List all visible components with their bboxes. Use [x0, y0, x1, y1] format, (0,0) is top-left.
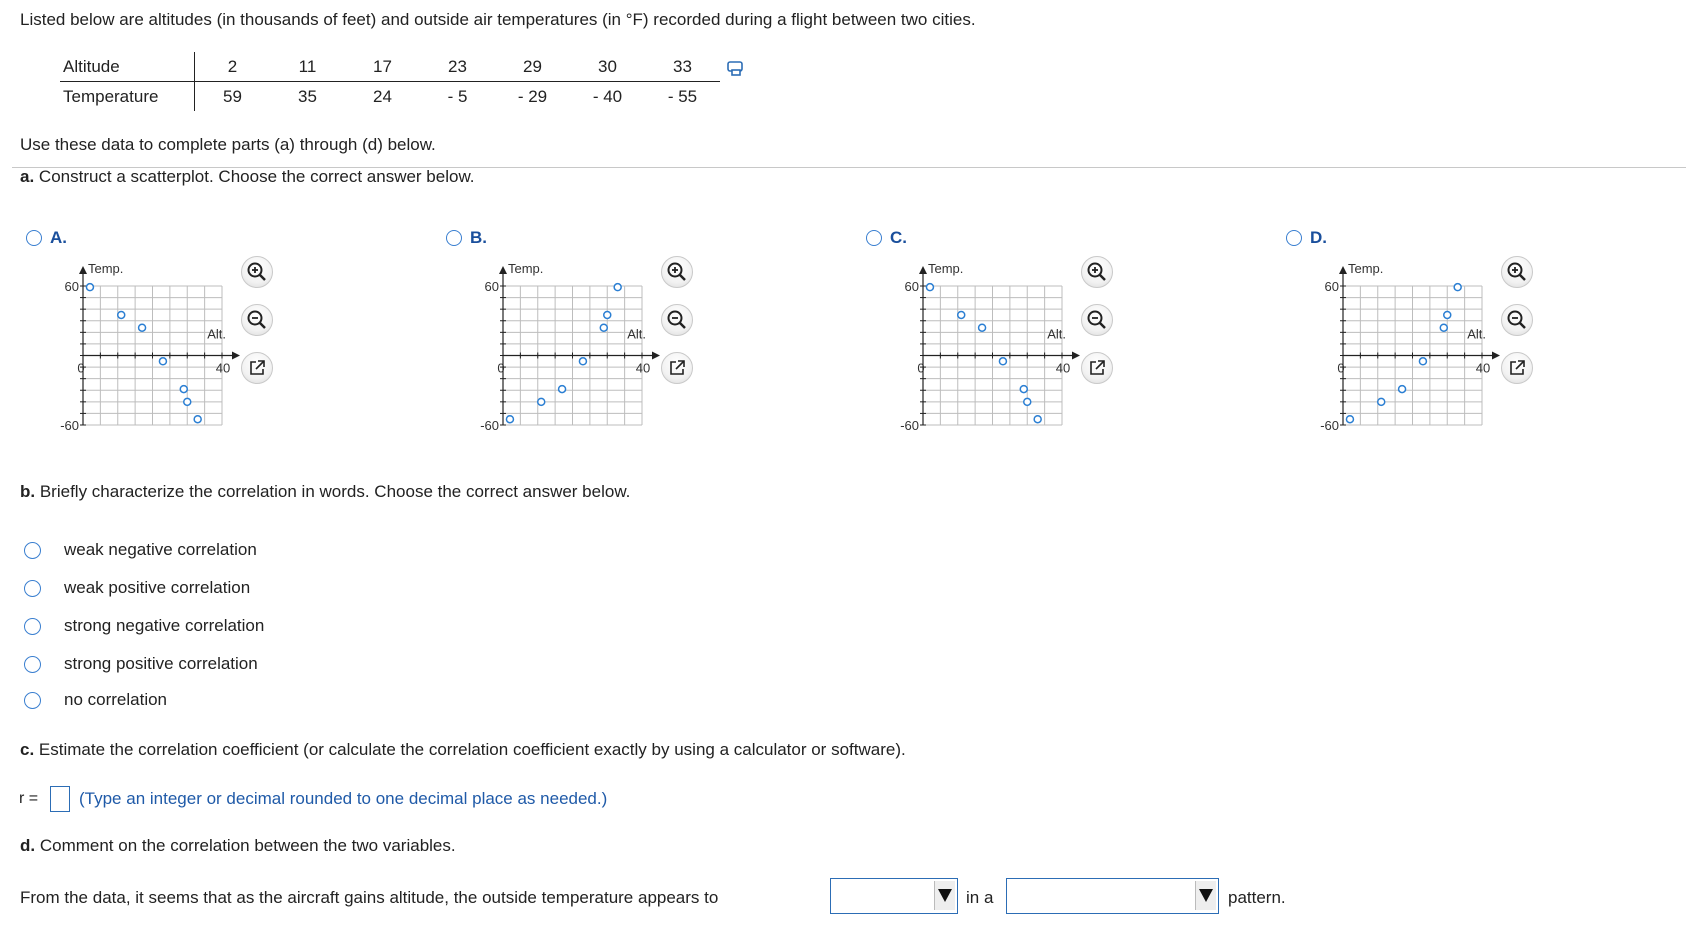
radio-button[interactable]: [24, 542, 41, 559]
y-tick-label-min: -60: [480, 418, 499, 433]
sentence-start: From the data, it seems that as the aircraft gains altitude, the outside temperature appears to: [20, 888, 719, 907]
radio-button[interactable]: [26, 230, 42, 246]
part-b-heading: [20, 482, 630, 502]
y-axis-arrow: [499, 266, 507, 274]
part-b-prefix: b.: [20, 482, 36, 501]
choice-weak-positive[interactable]: [24, 578, 250, 598]
x-tick-label-min: 0: [77, 360, 85, 376]
y-tick-label-max: 60: [904, 279, 919, 294]
table-cell: 11: [270, 52, 345, 82]
data-point: [579, 358, 586, 365]
y-tick-label-min: -60: [1320, 418, 1339, 433]
zoom-out-icon[interactable]: [1501, 304, 1533, 336]
zoom-in-icon[interactable]: [241, 256, 273, 288]
data-point: [604, 311, 611, 318]
y-axis-label: Temp.: [1348, 261, 1384, 276]
data-point: [1378, 398, 1385, 405]
data-point: [1444, 311, 1451, 318]
choice-label: strong positive correlation: [64, 654, 258, 673]
table-cell: - 40: [592, 86, 623, 106]
x-axis-label: Alt.: [207, 326, 226, 342]
radio-button[interactable]: [1286, 230, 1302, 246]
x-tick-label-min: 0: [1337, 360, 1345, 376]
radio-button[interactable]: [24, 692, 41, 709]
sentence-middle: in a: [966, 888, 994, 907]
data-table: [60, 52, 720, 111]
y-axis-label: Temp.: [88, 261, 124, 276]
data-point: [139, 324, 146, 331]
table-cell: 29: [495, 52, 570, 82]
table-cell: 24: [373, 86, 392, 106]
y-axis-arrow: [79, 266, 87, 274]
part-a-text: Construct a scatterplot. Choose the correct answer below.: [34, 167, 475, 186]
part-c-text: Estimate the correlation coefficient (or calculate the correlation coefficient exactly by using a calculator or software).: [34, 740, 906, 759]
x-axis-arrow: [1072, 352, 1080, 360]
scatterplot-c: [870, 256, 1100, 436]
option-letter: D.: [1310, 228, 1327, 247]
x-axis-label: Alt.: [627, 326, 646, 342]
choice-label: weak positive correlation: [64, 578, 251, 597]
option-c[interactable]: [866, 228, 907, 248]
radio-button[interactable]: [24, 618, 41, 635]
part-a-prefix: a.: [20, 167, 35, 186]
x-tick-label-max: 40: [215, 360, 231, 376]
data-point: [86, 284, 93, 291]
r-label: r =: [19, 790, 39, 807]
table-row-label: Altitude: [60, 52, 195, 82]
scatterplot-b: [450, 256, 680, 436]
x-tick-label-max: 40: [1475, 360, 1491, 376]
dropdown-arrow-icon[interactable]: [934, 881, 955, 910]
table-cell: 33: [645, 52, 720, 82]
table-cell: - 29: [517, 86, 548, 106]
radio-button[interactable]: [866, 230, 882, 246]
pattern-dropdown[interactable]: [1006, 878, 1219, 914]
x-axis-arrow: [1492, 352, 1500, 360]
table-row: [60, 52, 720, 82]
data-point: [979, 324, 986, 331]
data-point: [1399, 386, 1406, 393]
data-point: [559, 386, 566, 393]
choice-label: no correlation: [64, 690, 168, 709]
table-cell: 2: [195, 52, 271, 82]
data-point: [1454, 284, 1461, 291]
zoom-in-icon[interactable]: [1501, 256, 1533, 288]
part-b-text: Briefly characterize the correlation in words. Choose the correct answer below.: [35, 482, 631, 501]
open-new-window-icon[interactable]: [1501, 352, 1533, 384]
open-new-window-icon[interactable]: [1081, 352, 1113, 384]
data-point: [118, 311, 125, 318]
table-cell: - 5: [447, 86, 468, 106]
part-d-prefix: d.: [20, 836, 36, 855]
data-point: [600, 324, 607, 331]
sentence-end: pattern.: [1228, 888, 1286, 907]
choice-label: strong negative correlation: [64, 616, 265, 635]
radio-button[interactable]: [24, 656, 41, 673]
option-letter: C.: [890, 228, 907, 247]
data-point: [1440, 324, 1447, 331]
x-axis-arrow: [232, 352, 240, 360]
data-point: [958, 311, 965, 318]
zoom-out-icon[interactable]: [661, 304, 693, 336]
data-point: [1419, 358, 1426, 365]
data-point: [506, 416, 513, 423]
x-tick-label-min: 0: [917, 360, 925, 376]
y-axis-arrow: [1339, 266, 1347, 274]
x-axis-label: Alt.: [1047, 326, 1066, 342]
part-d-text: Comment on the correlation between the two variables.: [35, 836, 456, 855]
table-row-label: Temperature: [60, 82, 195, 112]
part-d-heading: [20, 836, 456, 856]
x-tick-label-min: 0: [497, 360, 505, 376]
part-c-heading: [20, 740, 906, 760]
option-letter: B.: [470, 228, 487, 247]
y-tick-label-min: -60: [60, 418, 79, 433]
choice-weak-negative[interactable]: [24, 540, 257, 560]
option-d[interactable]: [1286, 228, 1327, 248]
data-point: [159, 358, 166, 365]
zoom-out-icon[interactable]: [1081, 304, 1113, 336]
choice-strong-negative[interactable]: [24, 616, 264, 636]
x-tick-label-max: 40: [1055, 360, 1071, 376]
data-point: [1034, 416, 1041, 423]
table-cell: - 55: [667, 86, 698, 106]
table-cell: 23: [420, 52, 495, 82]
data-point: [194, 416, 201, 423]
y-tick-label-min: -60: [900, 418, 919, 433]
table-row: [60, 82, 720, 112]
y-axis-label: Temp.: [928, 261, 964, 276]
x-axis-label: Alt.: [1467, 326, 1486, 342]
table-cell: 59: [223, 86, 242, 106]
zoom-in-icon[interactable]: [661, 256, 693, 288]
x-tick-label-max: 40: [635, 360, 651, 376]
copy-data-icon[interactable]: [727, 61, 745, 77]
open-new-window-icon[interactable]: [241, 352, 273, 384]
y-tick-label-max: 60: [64, 279, 79, 294]
data-point: [1346, 416, 1353, 423]
y-tick-label-max: 60: [1324, 279, 1339, 294]
y-axis-label: Temp.: [508, 261, 544, 276]
choice-strong-positive[interactable]: [24, 654, 258, 674]
data-point: [180, 386, 187, 393]
data-point: [926, 284, 933, 291]
data-point: [1024, 398, 1031, 405]
x-axis-arrow: [652, 352, 660, 360]
part-a-heading: [20, 167, 475, 187]
data-point: [614, 284, 621, 291]
table-cell: 35: [298, 86, 317, 106]
radio-button[interactable]: [446, 230, 462, 246]
trend-dropdown[interactable]: [830, 878, 958, 914]
option-a[interactable]: [26, 228, 67, 248]
zoom-out-icon[interactable]: [241, 304, 273, 336]
data-point: [999, 358, 1006, 365]
dropdown-arrow-icon[interactable]: [1195, 881, 1216, 910]
table-cell: 17: [345, 52, 420, 82]
table-cell: 30: [570, 52, 645, 82]
choice-label: weak negative correlation: [64, 540, 257, 559]
zoom-in-icon[interactable]: [1081, 256, 1113, 288]
part-c-prefix: c.: [20, 740, 35, 759]
answer-hint: (Type an integer or decimal rounded to one decimal place as needed.): [79, 789, 608, 808]
data-point: [184, 398, 191, 405]
data-point: [538, 398, 545, 405]
option-letter: A.: [50, 228, 67, 247]
open-new-window-icon[interactable]: [661, 352, 693, 384]
scatterplot-a: [30, 256, 260, 436]
y-axis-arrow: [919, 266, 927, 274]
scatterplot-d: [1290, 256, 1520, 436]
data-point: [1020, 386, 1027, 393]
r-answer-input[interactable]: [50, 786, 70, 812]
question-intro: Listed below are altitudes (in thousands of feet) and outside air temperatures (in °F) recorded during a flight between two cities.: [20, 10, 976, 29]
option-b[interactable]: [446, 228, 487, 248]
radio-button[interactable]: [24, 580, 41, 597]
choice-no-correlation[interactable]: [24, 690, 167, 710]
instruction-text: Use these data to complete parts (a) through (d) below.: [20, 135, 436, 154]
y-tick-label-max: 60: [484, 279, 499, 294]
